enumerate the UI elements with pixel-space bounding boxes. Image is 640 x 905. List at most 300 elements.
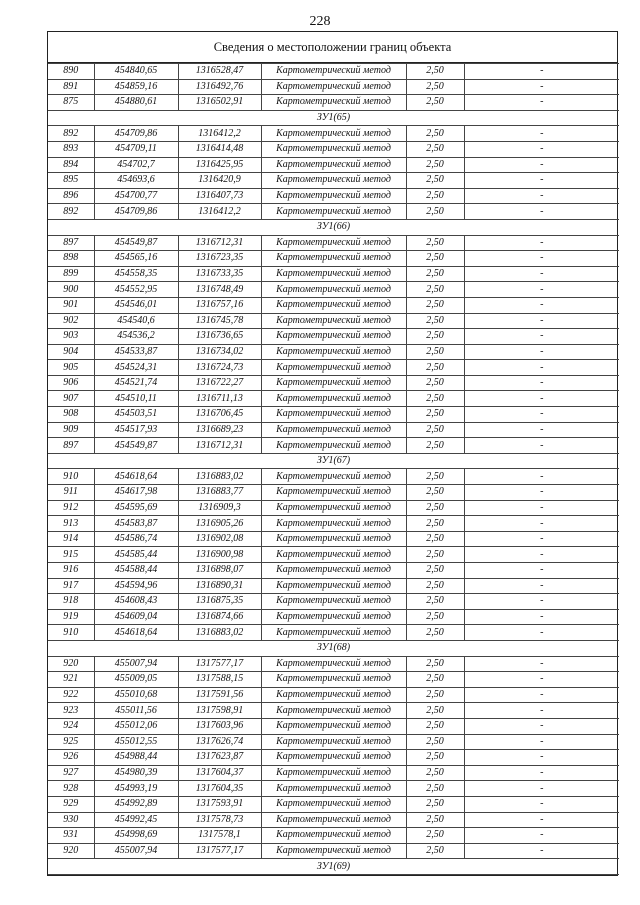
point-number-cell: 914 — [48, 531, 94, 547]
table-row — [48, 235, 619, 251]
accuracy-cell: 2,50 — [406, 625, 464, 641]
table-row — [48, 718, 619, 734]
point-number-cell: 920 — [48, 656, 94, 672]
y-coordinate-cell: 1316711,13 — [178, 391, 261, 407]
point-number-cell: 908 — [48, 407, 94, 423]
x-coordinate-cell: 454595,69 — [94, 500, 178, 516]
note-cell: - — [464, 812, 619, 828]
table-row — [48, 438, 619, 454]
table-row — [48, 329, 619, 345]
accuracy-cell: 2,50 — [406, 656, 464, 672]
y-coordinate-cell: 1316723,35 — [178, 251, 261, 267]
accuracy-cell: 2,50 — [406, 438, 464, 454]
note-cell: - — [464, 594, 619, 610]
method-cell: Картометрический метод — [261, 438, 406, 454]
x-coordinate-cell: 454693,6 — [94, 173, 178, 189]
note-cell: - — [464, 297, 619, 313]
accuracy-cell: 2,50 — [406, 126, 464, 142]
point-number-cell: 910 — [48, 625, 94, 641]
x-coordinate-cell: 454988,44 — [94, 750, 178, 766]
method-cell: Картометрический метод — [261, 204, 406, 220]
y-coordinate-cell: 1316736,65 — [178, 329, 261, 345]
point-number-cell: 896 — [48, 188, 94, 204]
y-coordinate-cell: 1316875,35 — [178, 594, 261, 610]
note-cell: - — [464, 235, 619, 251]
method-cell: Картометрический метод — [261, 734, 406, 750]
note-cell: - — [464, 828, 619, 844]
accuracy-cell: 2,50 — [406, 204, 464, 220]
accuracy-cell: 2,50 — [406, 796, 464, 812]
note-cell: - — [464, 126, 619, 142]
accuracy-cell: 2,50 — [406, 79, 464, 95]
table-row — [48, 375, 619, 391]
x-coordinate-cell: 454552,95 — [94, 282, 178, 298]
page-number: 228 — [309, 14, 331, 29]
method-cell: Картометрический метод — [261, 703, 406, 719]
y-coordinate-cell: 1316890,31 — [178, 578, 261, 594]
point-number-cell: 890 — [48, 64, 94, 80]
point-number-cell: 909 — [48, 422, 94, 438]
note-cell: - — [464, 407, 619, 423]
method-cell: Картометрический метод — [261, 765, 406, 781]
note-cell: - — [464, 672, 619, 688]
x-coordinate-cell: 454546,01 — [94, 297, 178, 313]
point-number-cell: 930 — [48, 812, 94, 828]
group-header-row — [48, 453, 619, 469]
x-coordinate-cell: 454617,98 — [94, 485, 178, 501]
method-cell: Картометрический метод — [261, 188, 406, 204]
method-cell: Картометрический метод — [261, 157, 406, 173]
point-number-cell: 903 — [48, 329, 94, 345]
point-number-cell: 892 — [48, 126, 94, 142]
table-row — [48, 485, 619, 501]
y-coordinate-cell: 1316883,02 — [178, 625, 261, 641]
parcel-label: ЗУ1(69) — [48, 859, 619, 875]
y-coordinate-cell: 1316724,73 — [178, 360, 261, 376]
y-coordinate-cell: 1316425,95 — [178, 157, 261, 173]
method-cell: Картометрический метод — [261, 485, 406, 501]
note-cell: - — [464, 516, 619, 532]
point-number-cell: 901 — [48, 297, 94, 313]
note-cell: - — [464, 204, 619, 220]
table-row — [48, 843, 619, 859]
note-cell: - — [464, 251, 619, 267]
point-number-cell: 905 — [48, 360, 94, 376]
note-cell: - — [464, 687, 619, 703]
accuracy-cell: 2,50 — [406, 812, 464, 828]
point-number-cell: 922 — [48, 687, 94, 703]
point-number-cell: 918 — [48, 594, 94, 610]
point-number-cell: 904 — [48, 344, 94, 360]
note-cell: - — [464, 173, 619, 189]
parcel-label: ЗУ1(66) — [48, 219, 619, 235]
x-coordinate-cell: 454700,77 — [94, 188, 178, 204]
method-cell: Картометрический метод — [261, 313, 406, 329]
method-cell: Картометрический метод — [261, 500, 406, 516]
method-cell: Картометрический метод — [261, 718, 406, 734]
table-row — [48, 469, 619, 485]
y-coordinate-cell: 1316883,77 — [178, 485, 261, 501]
table-row — [48, 687, 619, 703]
method-cell: Картометрический метод — [261, 812, 406, 828]
accuracy-cell: 2,50 — [406, 141, 464, 157]
method-cell: Картометрический метод — [261, 687, 406, 703]
table-row — [48, 282, 619, 298]
table-title: Сведения о местоположении границ объекта — [48, 32, 617, 63]
method-cell: Картометрический метод — [261, 329, 406, 345]
y-coordinate-cell: 1316900,98 — [178, 547, 261, 563]
y-coordinate-cell: 1316909,3 — [178, 500, 261, 516]
y-coordinate-cell: 1316745,78 — [178, 313, 261, 329]
y-coordinate-cell: 1317598,91 — [178, 703, 261, 719]
point-number-cell: 895 — [48, 173, 94, 189]
note-cell: - — [464, 843, 619, 859]
accuracy-cell: 2,50 — [406, 297, 464, 313]
point-number-cell: 912 — [48, 500, 94, 516]
x-coordinate-cell: 454549,87 — [94, 438, 178, 454]
table-row — [48, 656, 619, 672]
method-cell: Картометрический метод — [261, 297, 406, 313]
method-cell: Картометрический метод — [261, 843, 406, 859]
coordinates-table — [48, 63, 619, 875]
point-number-cell: 931 — [48, 828, 94, 844]
y-coordinate-cell: 1317588,15 — [178, 672, 261, 688]
note-cell: - — [464, 718, 619, 734]
point-number-cell: 894 — [48, 157, 94, 173]
accuracy-cell: 2,50 — [406, 329, 464, 345]
y-coordinate-cell: 1317578,1 — [178, 828, 261, 844]
x-coordinate-cell: 454998,69 — [94, 828, 178, 844]
point-number-cell: 915 — [48, 547, 94, 563]
table-row — [48, 407, 619, 423]
point-number-cell: 924 — [48, 718, 94, 734]
accuracy-cell: 2,50 — [406, 360, 464, 376]
table-row — [48, 828, 619, 844]
y-coordinate-cell: 1317604,35 — [178, 781, 261, 797]
table-row — [48, 609, 619, 625]
accuracy-cell: 2,50 — [406, 485, 464, 501]
y-coordinate-cell: 1317604,37 — [178, 765, 261, 781]
note-cell: - — [464, 625, 619, 641]
y-coordinate-cell: 1316412,2 — [178, 204, 261, 220]
y-coordinate-cell: 1316883,02 — [178, 469, 261, 485]
y-coordinate-cell: 1316734,02 — [178, 344, 261, 360]
y-coordinate-cell: 1316689,23 — [178, 422, 261, 438]
x-coordinate-cell: 454980,39 — [94, 765, 178, 781]
x-coordinate-cell: 454588,44 — [94, 563, 178, 579]
point-number-cell: 925 — [48, 734, 94, 750]
method-cell: Картометрический метод — [261, 375, 406, 391]
accuracy-cell: 2,50 — [406, 282, 464, 298]
table-row — [48, 516, 619, 532]
point-number-cell: 921 — [48, 672, 94, 688]
method-cell: Картометрический метод — [261, 547, 406, 563]
y-coordinate-cell: 1317593,91 — [178, 796, 261, 812]
note-cell: - — [464, 95, 619, 111]
note-cell: - — [464, 485, 619, 501]
method-cell: Картометрический метод — [261, 391, 406, 407]
accuracy-cell: 2,50 — [406, 251, 464, 267]
method-cell: Картометрический метод — [261, 266, 406, 282]
note-cell: - — [464, 781, 619, 797]
group-header-row — [48, 640, 619, 656]
method-cell: Картометрический метод — [261, 750, 406, 766]
accuracy-cell: 2,50 — [406, 313, 464, 329]
note-cell: - — [464, 391, 619, 407]
y-coordinate-cell: 1317591,56 — [178, 687, 261, 703]
accuracy-cell: 2,50 — [406, 563, 464, 579]
point-number-cell: 897 — [48, 438, 94, 454]
x-coordinate-cell: 454618,64 — [94, 625, 178, 641]
y-coordinate-cell: 1316757,16 — [178, 297, 261, 313]
x-coordinate-cell: 455009,05 — [94, 672, 178, 688]
parcel-label: ЗУ1(67) — [48, 453, 619, 469]
table-row — [48, 95, 619, 111]
method-cell: Картометрический метод — [261, 796, 406, 812]
note-cell: - — [464, 329, 619, 345]
method-cell: Картометрический метод — [261, 173, 406, 189]
table-row — [48, 765, 619, 781]
accuracy-cell: 2,50 — [406, 609, 464, 625]
point-number-cell: 916 — [48, 563, 94, 579]
accuracy-cell: 2,50 — [406, 750, 464, 766]
table-row — [48, 812, 619, 828]
y-coordinate-cell: 1317577,17 — [178, 843, 261, 859]
note-cell: - — [464, 734, 619, 750]
table-row — [48, 141, 619, 157]
table-row — [48, 64, 619, 80]
accuracy-cell: 2,50 — [406, 734, 464, 750]
method-cell: Картометрический метод — [261, 360, 406, 376]
x-coordinate-cell: 454503,51 — [94, 407, 178, 423]
method-cell: Картометрический метод — [261, 656, 406, 672]
note-cell: - — [464, 500, 619, 516]
accuracy-cell: 2,50 — [406, 578, 464, 594]
note-cell: - — [464, 796, 619, 812]
table-row — [48, 703, 619, 719]
accuracy-cell: 2,50 — [406, 594, 464, 610]
accuracy-cell: 2,50 — [406, 781, 464, 797]
accuracy-cell: 2,50 — [406, 157, 464, 173]
y-coordinate-cell: 1316874,66 — [178, 609, 261, 625]
x-coordinate-cell: 454510,11 — [94, 391, 178, 407]
boundary-table — [47, 31, 618, 876]
point-number-cell: 913 — [48, 516, 94, 532]
table-row — [48, 672, 619, 688]
x-coordinate-cell: 454536,2 — [94, 329, 178, 345]
point-number-cell: 897 — [48, 235, 94, 251]
x-coordinate-cell: 454608,43 — [94, 594, 178, 610]
accuracy-cell: 2,50 — [406, 344, 464, 360]
x-coordinate-cell: 454585,44 — [94, 547, 178, 563]
method-cell: Картометрический метод — [261, 422, 406, 438]
method-cell: Картометрический метод — [261, 625, 406, 641]
note-cell: - — [464, 656, 619, 672]
y-coordinate-cell: 1316898,07 — [178, 563, 261, 579]
x-coordinate-cell: 455010,68 — [94, 687, 178, 703]
note-cell: - — [464, 438, 619, 454]
note-cell: - — [464, 141, 619, 157]
x-coordinate-cell: 454840,65 — [94, 64, 178, 80]
group-header-row — [48, 859, 619, 875]
y-coordinate-cell: 1316712,31 — [178, 235, 261, 251]
x-coordinate-cell: 454609,04 — [94, 609, 178, 625]
point-number-cell: 928 — [48, 781, 94, 797]
y-coordinate-cell: 1316905,26 — [178, 516, 261, 532]
x-coordinate-cell: 454618,64 — [94, 469, 178, 485]
table-row — [48, 297, 619, 313]
method-cell: Картометрический метод — [261, 469, 406, 485]
point-number-cell: 917 — [48, 578, 94, 594]
table-row — [48, 594, 619, 610]
x-coordinate-cell: 454524,31 — [94, 360, 178, 376]
method-cell: Картометрический метод — [261, 594, 406, 610]
y-coordinate-cell: 1316722,27 — [178, 375, 261, 391]
note-cell: - — [464, 64, 619, 80]
x-coordinate-cell: 454549,87 — [94, 235, 178, 251]
method-cell: Картометрический метод — [261, 344, 406, 360]
accuracy-cell: 2,50 — [406, 765, 464, 781]
accuracy-cell: 2,50 — [406, 422, 464, 438]
accuracy-cell: 2,50 — [406, 531, 464, 547]
point-number-cell: 893 — [48, 141, 94, 157]
x-coordinate-cell: 454558,35 — [94, 266, 178, 282]
note-cell: - — [464, 188, 619, 204]
method-cell: Картометрический метод — [261, 126, 406, 142]
y-coordinate-cell: 1317623,87 — [178, 750, 261, 766]
table-row — [48, 188, 619, 204]
table-row — [48, 157, 619, 173]
note-cell: - — [464, 375, 619, 391]
x-coordinate-cell: 455012,06 — [94, 718, 178, 734]
y-coordinate-cell: 1316420,9 — [178, 173, 261, 189]
accuracy-cell: 2,50 — [406, 407, 464, 423]
point-number-cell: 919 — [48, 609, 94, 625]
note-cell: - — [464, 609, 619, 625]
x-coordinate-cell: 455007,94 — [94, 656, 178, 672]
table-row — [48, 625, 619, 641]
y-coordinate-cell: 1317578,73 — [178, 812, 261, 828]
point-number-cell: 910 — [48, 469, 94, 485]
method-cell: Картометрический метод — [261, 563, 406, 579]
y-coordinate-cell: 1316902,08 — [178, 531, 261, 547]
x-coordinate-cell: 454521,74 — [94, 375, 178, 391]
method-cell: Картометрический метод — [261, 235, 406, 251]
table-row — [48, 750, 619, 766]
x-coordinate-cell: 454993,19 — [94, 781, 178, 797]
x-coordinate-cell: 454992,45 — [94, 812, 178, 828]
accuracy-cell: 2,50 — [406, 375, 464, 391]
table-row — [48, 173, 619, 189]
table-row — [48, 344, 619, 360]
point-number-cell: 875 — [48, 95, 94, 111]
table-row — [48, 266, 619, 282]
note-cell: - — [464, 469, 619, 485]
note-cell: - — [464, 563, 619, 579]
point-number-cell: 892 — [48, 204, 94, 220]
accuracy-cell: 2,50 — [406, 469, 464, 485]
method-cell: Картометрический метод — [261, 578, 406, 594]
x-coordinate-cell: 454702,7 — [94, 157, 178, 173]
y-coordinate-cell: 1316414,48 — [178, 141, 261, 157]
x-coordinate-cell: 454859,16 — [94, 79, 178, 95]
point-number-cell: 929 — [48, 796, 94, 812]
note-cell: - — [464, 313, 619, 329]
note-cell: - — [464, 750, 619, 766]
y-coordinate-cell: 1316502,91 — [178, 95, 261, 111]
table-row — [48, 204, 619, 220]
x-coordinate-cell: 455007,94 — [94, 843, 178, 859]
method-cell: Картометрический метод — [261, 609, 406, 625]
group-header-row — [48, 110, 619, 126]
accuracy-cell: 2,50 — [406, 672, 464, 688]
note-cell: - — [464, 282, 619, 298]
method-cell: Картометрический метод — [261, 79, 406, 95]
table-row — [48, 563, 619, 579]
note-cell: - — [464, 157, 619, 173]
note-cell: - — [464, 344, 619, 360]
table-body — [48, 64, 619, 875]
table-row — [48, 391, 619, 407]
table-row — [48, 126, 619, 142]
y-coordinate-cell: 1317626,74 — [178, 734, 261, 750]
point-number-cell: 927 — [48, 765, 94, 781]
point-number-cell: 898 — [48, 251, 94, 267]
accuracy-cell: 2,50 — [406, 516, 464, 532]
accuracy-cell: 2,50 — [406, 500, 464, 516]
note-cell: - — [464, 266, 619, 282]
x-coordinate-cell: 454583,87 — [94, 516, 178, 532]
method-cell: Картометрический метод — [261, 141, 406, 157]
table-row — [48, 578, 619, 594]
point-number-cell: 926 — [48, 750, 94, 766]
note-cell: - — [464, 703, 619, 719]
y-coordinate-cell: 1316706,45 — [178, 407, 261, 423]
y-coordinate-cell: 1316407,73 — [178, 188, 261, 204]
x-coordinate-cell: 454880,61 — [94, 95, 178, 111]
point-number-cell: 906 — [48, 375, 94, 391]
table-row — [48, 734, 619, 750]
accuracy-cell: 2,50 — [406, 718, 464, 734]
accuracy-cell: 2,50 — [406, 547, 464, 563]
accuracy-cell: 2,50 — [406, 391, 464, 407]
note-cell: - — [464, 547, 619, 563]
note-cell: - — [464, 578, 619, 594]
point-number-cell: 907 — [48, 391, 94, 407]
method-cell: Картометрический метод — [261, 64, 406, 80]
point-number-cell: 899 — [48, 266, 94, 282]
x-coordinate-cell: 454540,6 — [94, 313, 178, 329]
method-cell: Картометрический метод — [261, 251, 406, 267]
y-coordinate-cell: 1316733,35 — [178, 266, 261, 282]
x-coordinate-cell: 454709,11 — [94, 141, 178, 157]
y-coordinate-cell: 1316528,47 — [178, 64, 261, 80]
method-cell: Картометрический метод — [261, 516, 406, 532]
point-number-cell: 902 — [48, 313, 94, 329]
x-coordinate-cell: 454517,93 — [94, 422, 178, 438]
x-coordinate-cell: 454594,96 — [94, 578, 178, 594]
table-row — [48, 313, 619, 329]
y-coordinate-cell: 1316712,31 — [178, 438, 261, 454]
x-coordinate-cell: 455011,56 — [94, 703, 178, 719]
method-cell: Картометрический метод — [261, 672, 406, 688]
point-number-cell: 891 — [48, 79, 94, 95]
x-coordinate-cell: 454565,16 — [94, 251, 178, 267]
table-row — [48, 251, 619, 267]
table-row — [48, 500, 619, 516]
method-cell: Картометрический метод — [261, 781, 406, 797]
x-coordinate-cell: 454586,74 — [94, 531, 178, 547]
